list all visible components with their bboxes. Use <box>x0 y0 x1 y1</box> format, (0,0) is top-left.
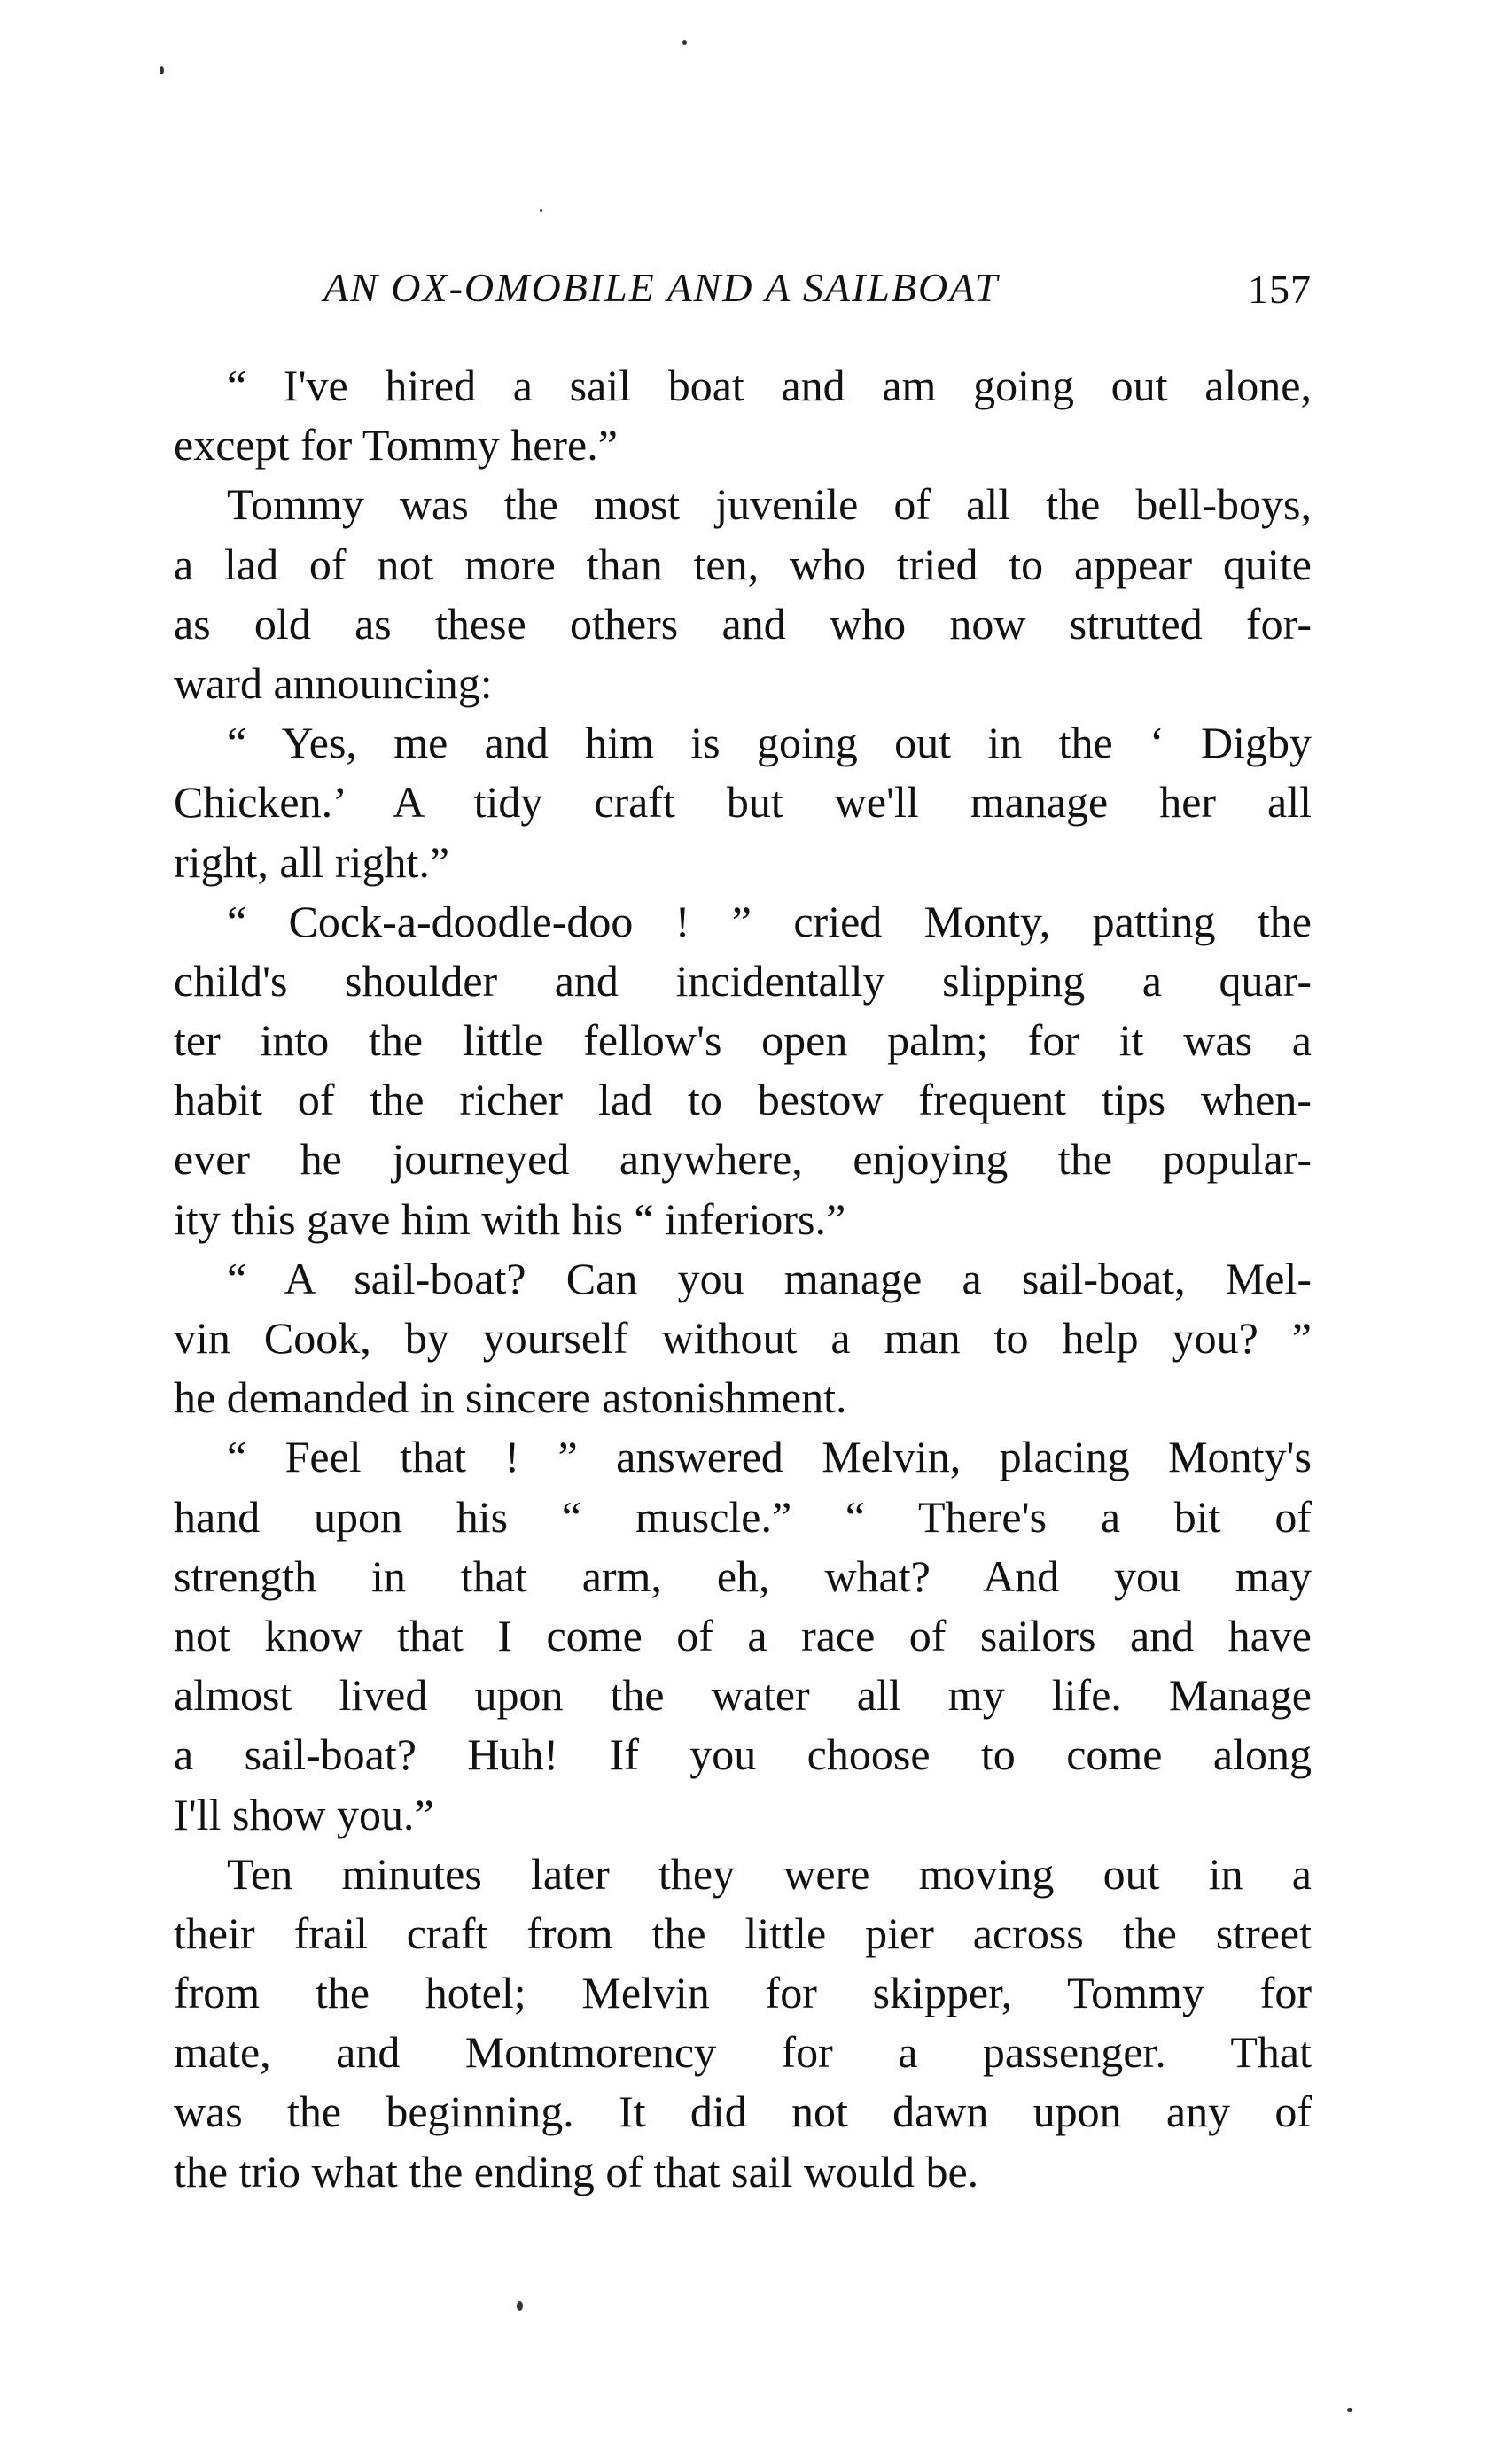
text-line: child's shoulder and incidentally slipping a quar- <box>174 955 1312 1006</box>
text-line: ter into the little fellow's open palm; for it was a <box>174 1015 1312 1066</box>
text-line: ward announcing: <box>174 657 493 708</box>
text-line: “ Cock-a-doodle-doo ! ” cried Monty, patting the <box>227 896 1312 946</box>
text-line: Tommy was the most juvenile of all the bell-boys, <box>227 479 1312 530</box>
text-line: habit of the richer lad to bestow frequent tips when- <box>174 1075 1312 1125</box>
text-line: “ Yes, me and him is going out in the ‘ Digby <box>227 718 1312 768</box>
body-text <box>174 356 1312 2202</box>
text-line: he demanded in sincere astonishment. <box>174 1372 847 1423</box>
text-line: strength in that arm, eh, what? And you may <box>174 1551 1312 1601</box>
text-line: vin Cook, by yourself without a man to help you? ” <box>174 1313 1312 1363</box>
text-line: I'll show you.” <box>174 1789 434 1839</box>
text-line: Ten minutes later they were moving out in a <box>227 1848 1312 1899</box>
text-line: not know that I come of a race of sailors and have <box>174 1610 1312 1660</box>
text-line: as old as these others and who now strutted for- <box>174 598 1312 649</box>
text-line: ever he journeyed anywhere, enjoying the popular- <box>174 1134 1312 1185</box>
page-number: 157 <box>1248 267 1312 312</box>
ink-speck <box>682 40 687 45</box>
ink-speck <box>517 2301 523 2311</box>
text-line: Chicken.’ A tidy craft but we'll manage her all <box>174 777 1312 828</box>
text-line: their frail craft from the little pier across the street <box>174 1908 1312 1958</box>
ink-speck <box>540 209 542 212</box>
text-line: ity this gave him with his “ inferiors.” <box>174 1193 846 1244</box>
text-line: mate, and Montmorency for a passenger. That <box>174 2027 1312 2078</box>
text-line: “ I've hired a sail boat and am going out alone, <box>227 361 1312 410</box>
text-line: except for Tommy here.” <box>174 420 618 470</box>
text-line: right, all right.” <box>174 836 450 887</box>
ink-speck <box>160 66 164 74</box>
text-line: a lad of not more than ten, who tried to appear quite <box>174 539 1312 589</box>
text-line: almost lived upon the water all my life. Manage <box>174 1670 1312 1721</box>
text-line: “ A sail-boat? Can you manage a sail-boat, Mel- <box>227 1253 1312 1303</box>
text-line: a sail-boat? Huh! If you choose to come along <box>174 1729 1312 1780</box>
text-line: hand upon his “ muscle.” “ There's a bit of <box>174 1491 1312 1542</box>
text-line: the trio what the ending of that sail would be. <box>174 2146 979 2196</box>
running-title: AN OX-OMOBILE AND A SAILBOAT <box>323 265 1000 310</box>
text-line: from the hotel; Melvin for skipper, Tommy for <box>174 1968 1312 2018</box>
running-header <box>323 264 1312 326</box>
ink-speck <box>1347 2408 1352 2412</box>
text-line: was the beginning. It did not dawn upon any of <box>174 2087 1312 2137</box>
text-line: “ Feel that ! ” answered Melvin, placing Monty's <box>227 1432 1312 1482</box>
